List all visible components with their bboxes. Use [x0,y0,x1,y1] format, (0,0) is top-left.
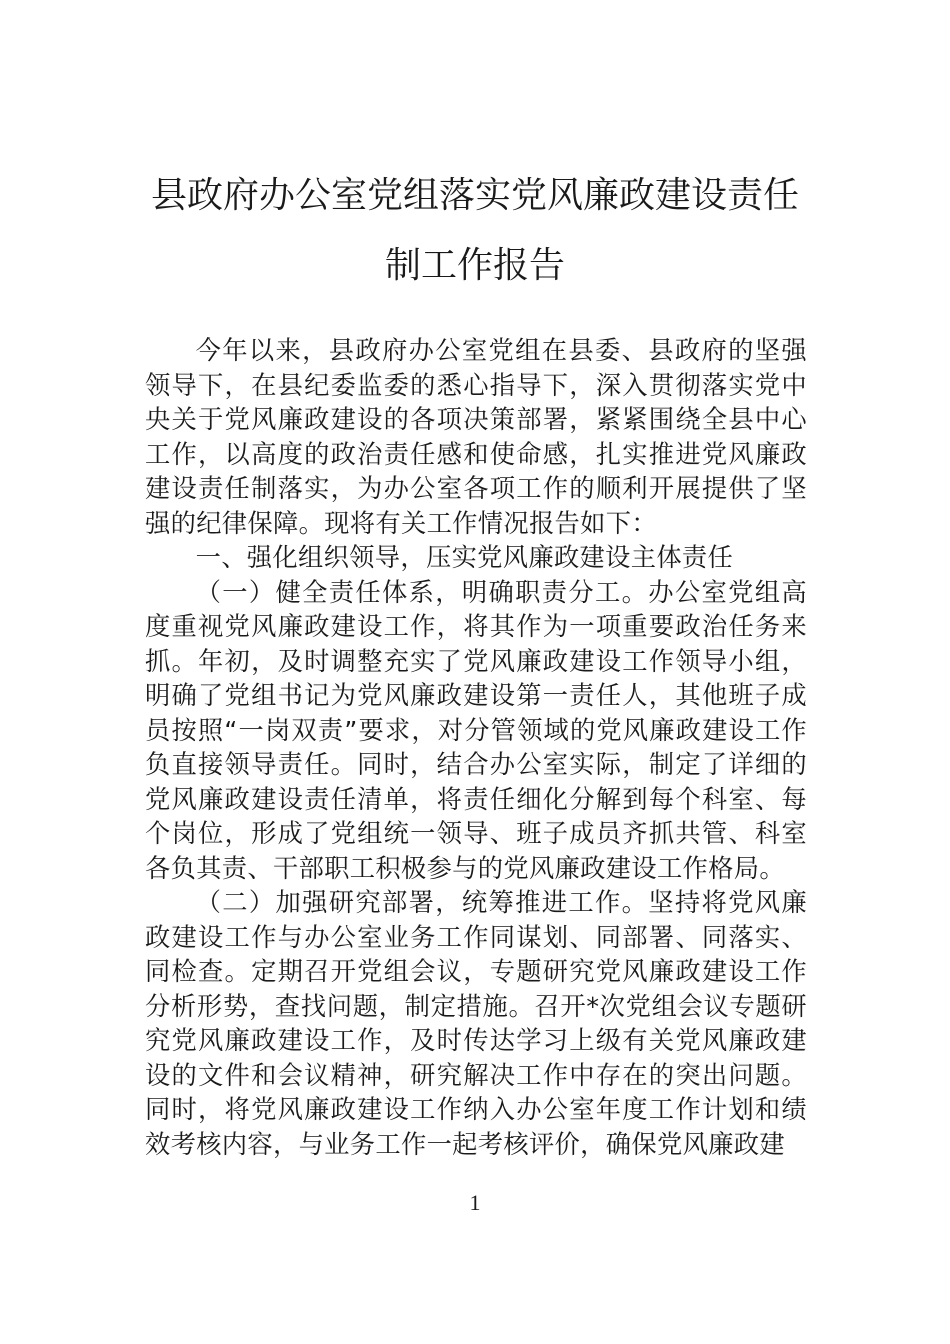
section-heading-1: 一、强化组织领导，压实党风廉政建设主体责任 [195,543,734,572]
subsection-paragraph-1: （一）健全责任体系，明确职责分工。办公室党组高度重视党风廉政建设工作，将其作为一项重要政治任务来抓。年初，及时调整充实了党风廉政建设工作领导小组，明确了党组书记为党风廉政建设第一责任人，其他班子成员按照“一岗双责”要求，对分管领域的党风廉政建设工作负直接领导责任。同时，结合办公室实际，制定了详细的党风廉政建设责任清单，将责任细化分解到每个科室、每个岗位，形成了党组统一领导、班子成员齐抓共管、科室各负其责、干部职工积极参与的党风廉政建设工作格局。 [145,577,807,883]
page-number: 1 [469,1190,481,1215]
document-title-line-2: 制工作报告 [384,245,565,286]
intro-paragraph: 今年以来，县政府办公室党组在县委、县政府的坚强领导下，在县纪委监委的悉心指导下，深入贯彻落实党中央关于党风廉政建设的各项决策部署，紧紧围绕全县中心工作，以高度的政治责任感和使命感，扎实推进党风廉政建设责任制落实，为办公室各项工作的顺利开展提供了坚强的纪律保障。现将有关工作情况报告如下： [145,336,807,538]
document-body [145,334,807,1162]
document-title-line-1: 县政府办公室党组落实党风廉政建设责任 [150,175,799,216]
subsection-paragraph-2: （二）加强研究部署，统筹推进工作。坚持将党风廉政建设工作与办公室业务工作同谋划、同部署、同落实、同检查。定期召开党组会议，专题研究党风廉政建设工作分析形势，查找问题，制定措施。召开*次党组会议专题研究党风廉政建设工作，及时传达学习上级有关党风廉政建设的文件和会议精神，研究解决工作中存在的突出问题。同时，将党风廉政建设工作纳入办公室年度工作计划和绩效考核内容，与业务工作一起考核评价，确保党风廉政建 [145,888,807,1159]
